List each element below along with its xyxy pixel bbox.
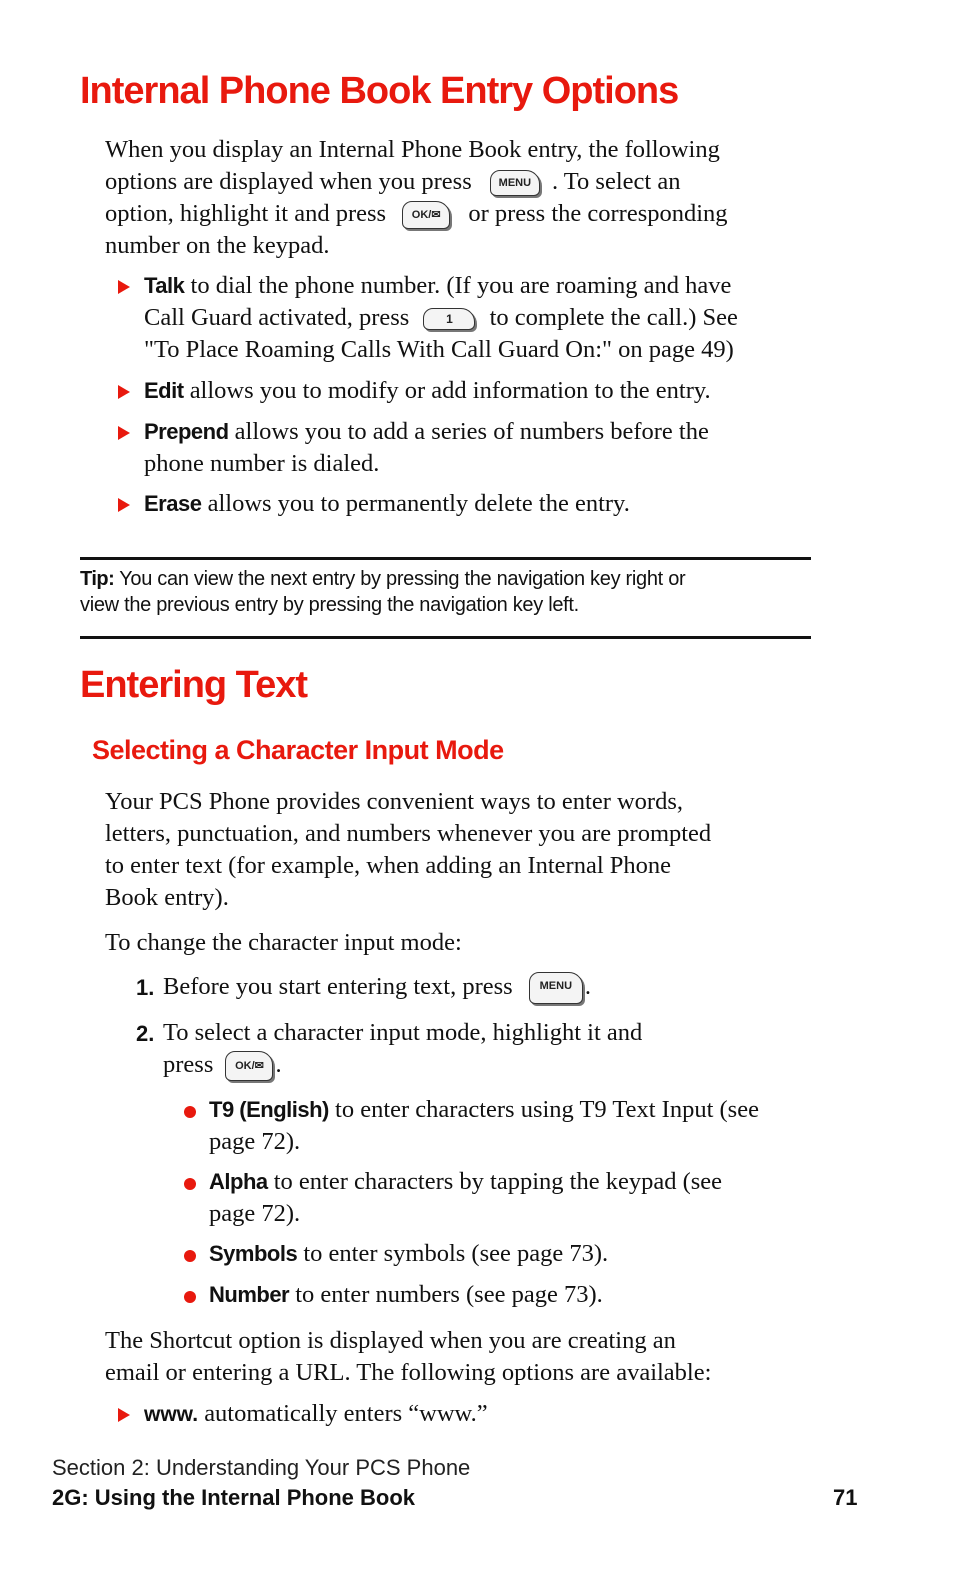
menu-key-icon: MENU xyxy=(490,170,540,196)
step-line: To select a character input mode, highlight it and xyxy=(163,1019,643,1046)
tip-text: view the previous entry by pressing the navigation key left. xyxy=(80,594,579,616)
option-text: phone number is dialed. xyxy=(144,450,380,477)
intro-line: When you display an Internal Phone Book entry, the following xyxy=(105,136,720,163)
tip-text: You can view the next entry by pressing the navigation key right or xyxy=(119,568,686,590)
intro-text: option, highlight it and press xyxy=(105,200,387,227)
step-line: Before you start entering text, press xyxy=(163,973,513,1000)
footer-section: Section 2: Understanding Your PCS Phone xyxy=(52,1455,471,1480)
para-line: letters, punctuation, and numbers whenever you are prompted xyxy=(105,820,712,847)
option-text: Call Guard activated, press xyxy=(144,304,410,331)
triangle-bullet-icon xyxy=(118,498,130,512)
triangle-bullet-icon xyxy=(118,1408,130,1422)
mode-text: to enter characters using T9 Text Input (see xyxy=(335,1096,759,1123)
option-term: Prepend xyxy=(144,419,229,444)
option-term: Edit xyxy=(144,378,184,403)
section-heading: Entering Text xyxy=(80,664,307,706)
list-item xyxy=(144,270,824,366)
para-line: email or entering a URL. The following options are available: xyxy=(105,1359,712,1386)
list-item xyxy=(209,1238,819,1270)
step-line: press xyxy=(163,1051,214,1078)
list-item xyxy=(209,1166,819,1230)
mode-term: T9 (English) xyxy=(209,1097,329,1122)
intro-line: number on the keypad. xyxy=(105,232,330,259)
mode-term: Alpha xyxy=(209,1169,268,1194)
list-item xyxy=(209,1094,819,1158)
footer-chapter: 2G: Using the Internal Phone Book xyxy=(52,1485,416,1510)
step-line: . xyxy=(275,1051,282,1078)
list-item xyxy=(144,488,824,520)
option-text: "To Place Roaming Calls With Call Guard On:" on page 49) xyxy=(144,336,734,363)
mode-text: to enter symbols (see page 73). xyxy=(303,1240,609,1267)
page-number: 71 xyxy=(833,1485,858,1510)
divider xyxy=(80,636,811,639)
option-text: allows you to add a series of numbers before the xyxy=(234,418,709,445)
option-text: allows you to modify or add information to the entry. xyxy=(189,377,711,404)
mode-text: page 72). xyxy=(209,1200,301,1227)
triangle-bullet-icon xyxy=(118,280,130,294)
intro-paragraph xyxy=(105,134,825,262)
mode-text: to enter numbers (see page 73). xyxy=(295,1281,603,1308)
one-key-icon: 1 xyxy=(423,308,475,330)
page-title: Internal Phone Book Entry Options xyxy=(80,70,679,112)
step-line: . xyxy=(584,973,591,1000)
intro-line xyxy=(105,198,825,230)
body-paragraph xyxy=(105,1325,825,1389)
option-text: to complete the call.) See xyxy=(489,304,738,331)
subsection-heading: Selecting a Character Input Mode xyxy=(92,735,504,765)
divider xyxy=(80,557,811,560)
dot-bullet-icon xyxy=(184,1250,196,1262)
intro-text: options are displayed when you press xyxy=(105,168,472,195)
para-line: to enter text (for example, when adding an Internal Phone xyxy=(105,852,672,879)
tip-note xyxy=(80,566,811,618)
list-item xyxy=(209,1279,819,1311)
list-item xyxy=(144,1398,824,1431)
tip-label: Tip: xyxy=(80,568,115,590)
intro-text: . To select an xyxy=(552,168,681,195)
body-paragraph xyxy=(105,786,825,914)
option-text: allows you to permanently delete the entry. xyxy=(207,490,630,517)
intro-line xyxy=(105,166,825,198)
para-line: Your PCS Phone provides convenient ways to enter words, xyxy=(105,788,683,815)
mode-term: Symbols xyxy=(209,1241,298,1266)
dot-bullet-icon xyxy=(184,1291,196,1303)
intro-text: or press the corresponding xyxy=(468,200,728,227)
option-term: Erase xyxy=(144,491,202,516)
triangle-bullet-icon xyxy=(118,385,130,399)
ok-key-icon: OK/✉ xyxy=(402,201,450,229)
mode-text: to enter characters by tapping the keypad (see xyxy=(273,1168,723,1195)
body-paragraph: To change the character input mode: xyxy=(105,929,462,956)
step-text xyxy=(163,1017,823,1081)
mode-text: page 72). xyxy=(209,1128,301,1155)
step-number: 2. xyxy=(136,1021,155,1046)
para-line: The Shortcut option is displayed when you are creating an xyxy=(105,1327,676,1354)
list-item xyxy=(144,375,824,407)
shortcut-text: automatically enters “www.” xyxy=(204,1400,488,1427)
dot-bullet-icon xyxy=(184,1178,196,1190)
step-text xyxy=(163,971,823,1004)
step-number: 1. xyxy=(136,975,155,1000)
shortcut-term: www. xyxy=(144,1403,199,1426)
ok-key-icon: OK/✉ xyxy=(225,1051,273,1081)
triangle-bullet-icon xyxy=(118,426,130,440)
mode-term: Number xyxy=(209,1282,290,1307)
option-text: to dial the phone number. (If you are roaming and have xyxy=(190,272,732,299)
para-line: Book entry). xyxy=(105,884,229,911)
menu-key-icon: MENU xyxy=(529,972,583,1004)
option-term: Talk xyxy=(144,273,185,298)
dot-bullet-icon xyxy=(184,1106,196,1118)
list-item xyxy=(144,416,824,480)
